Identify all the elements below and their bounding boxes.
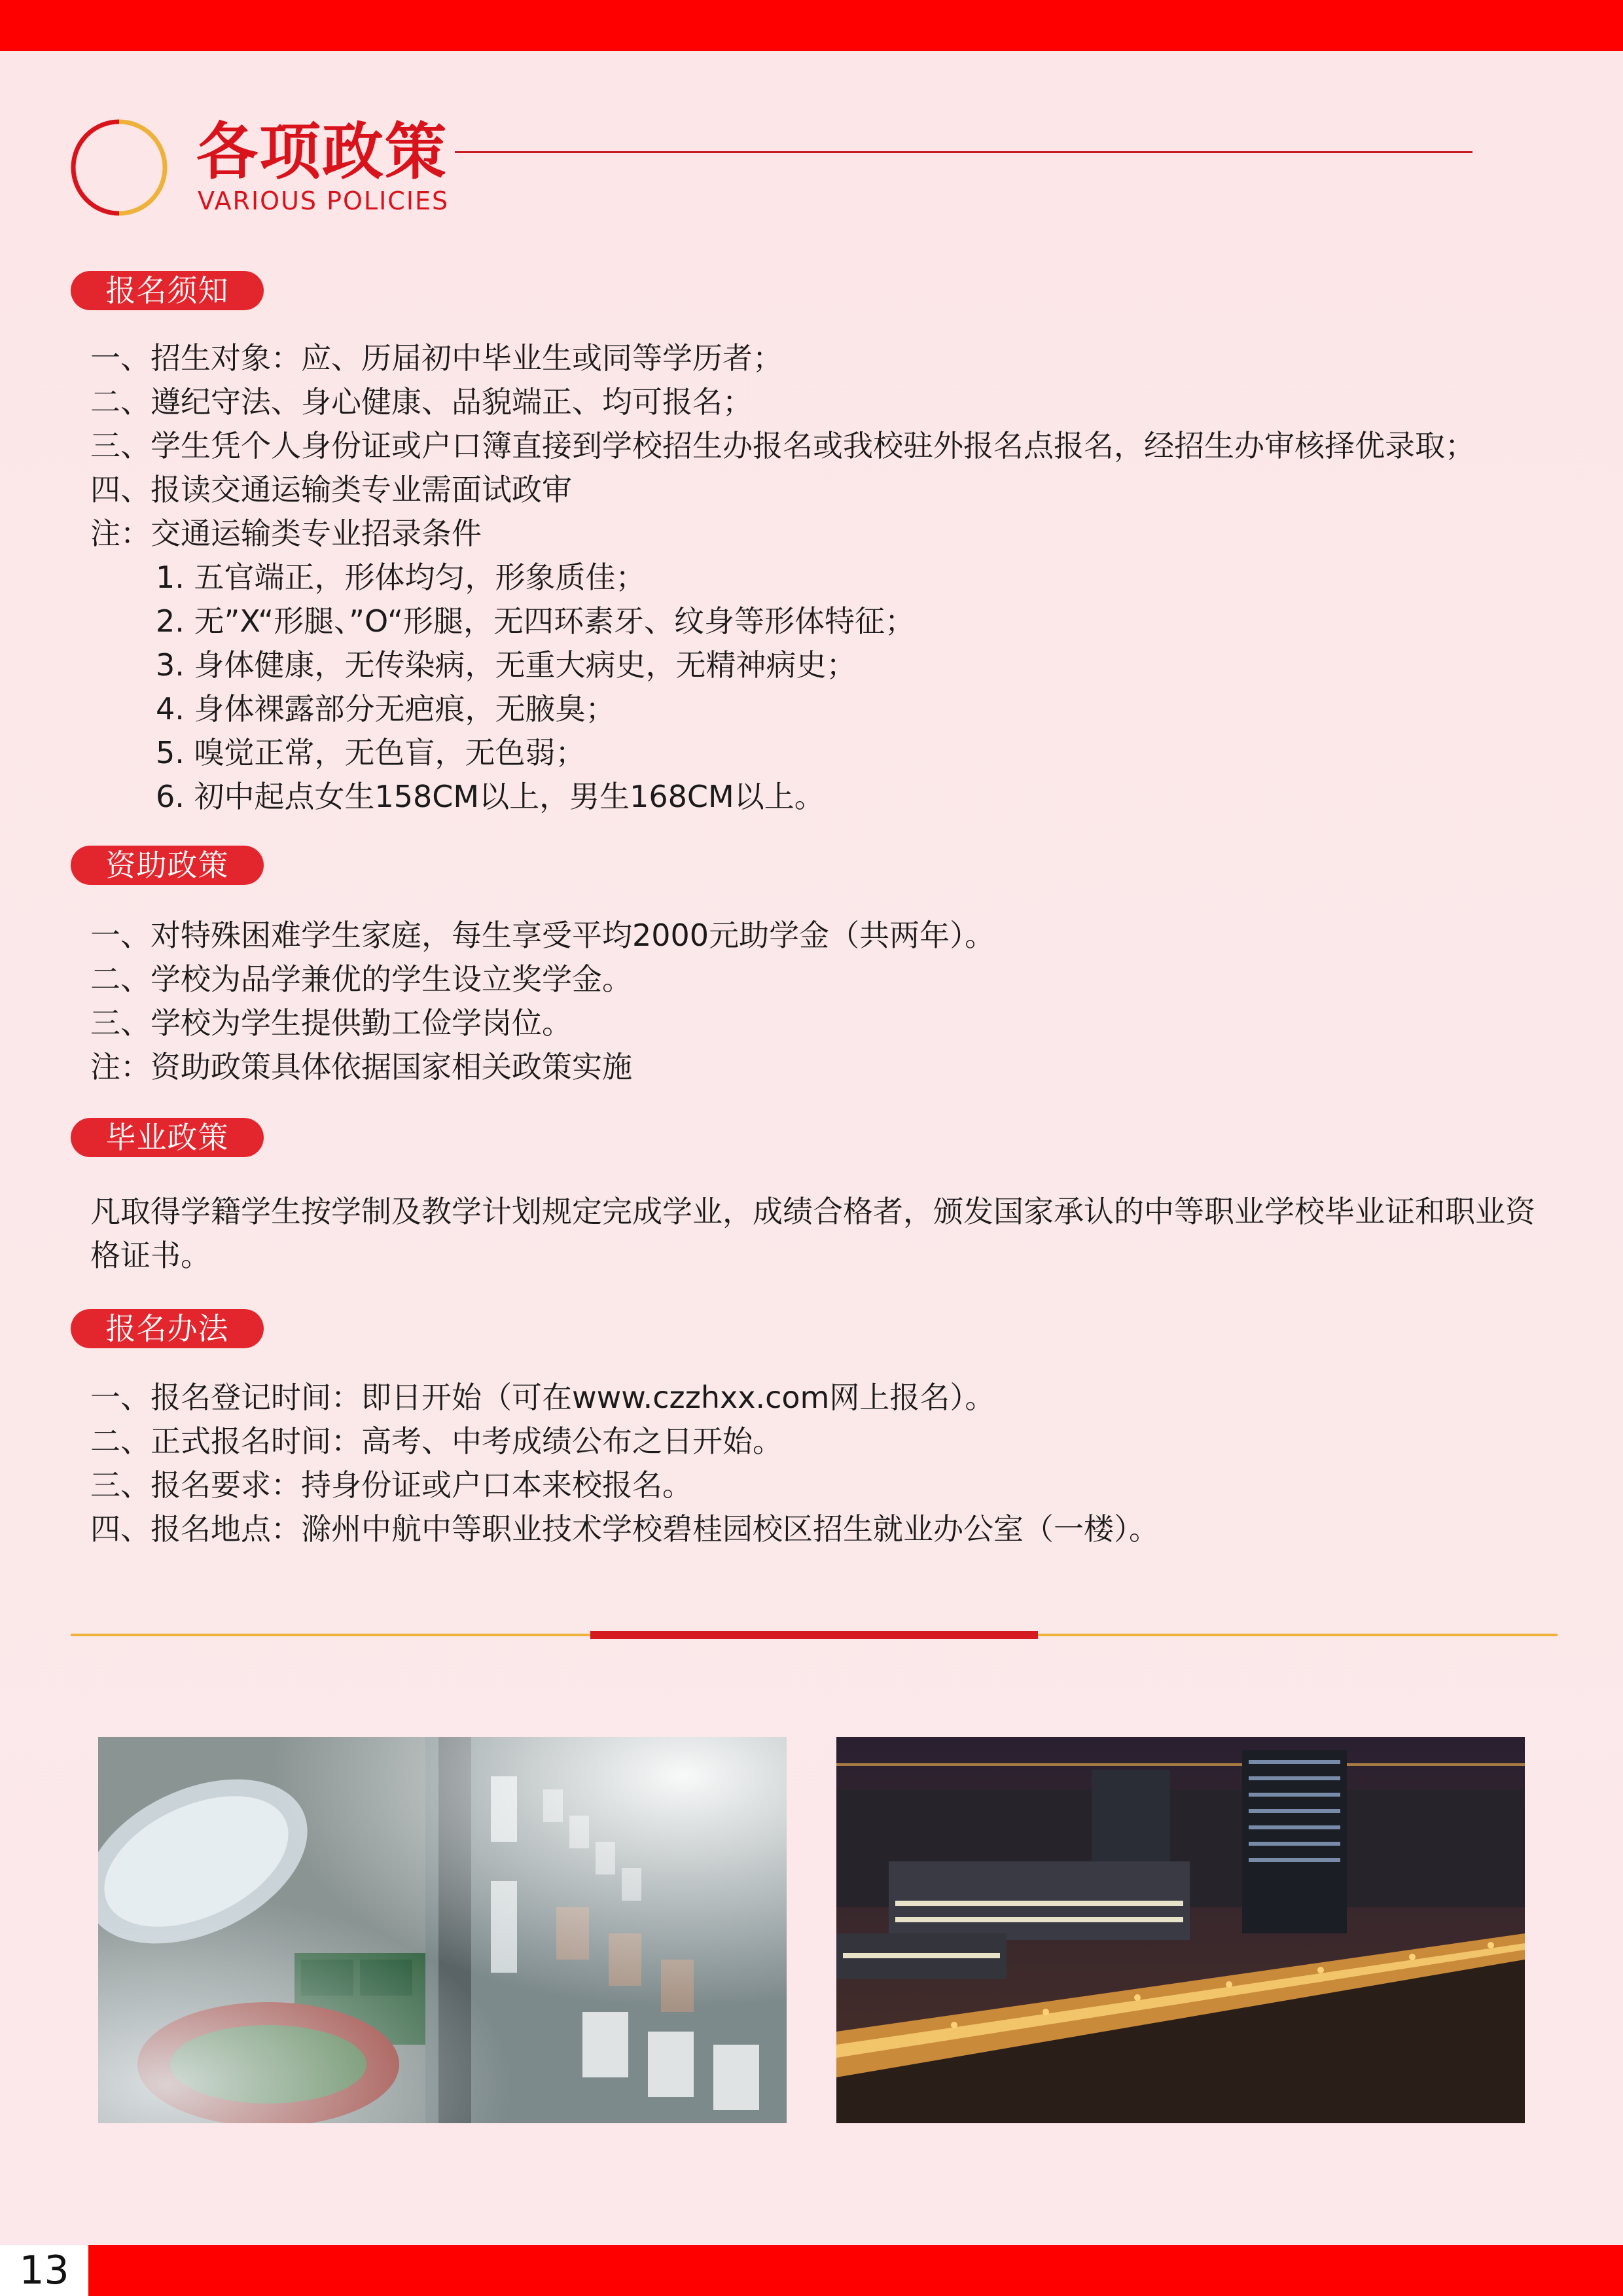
list-item: 三、学生凭个人身份证或户口簿直接到学校招生办报名或我校驻外报名点报名，经招生办审核择优录取； [90,428,1475,463]
list-item: 四、报名地点：滁州中航中等职业技术学校碧桂园校区招生就业办公室（一楼）。 [90,1511,1159,1547]
condition-item: 4. 身体裸露部分无疤痕，无腋臭； [156,691,616,726]
page-number: 13 [0,2245,88,2296]
campus-night-photo [836,1737,1525,2123]
list-item: 一、招生对象：应、历届初中毕业生或同等学历者； [90,340,783,376]
list-item: 一、对特殊困难学生家庭，每生享受平均2000元助学金（共两年）。 [90,918,995,953]
condition-item: 5. 嗅觉正常，无色盲，无色弱； [156,735,586,770]
graduation-text: 凡取得学籍学生按学制及教学计划规定完成学业，成绩合格者，颁发国家承认的中等职业学校毕业证和职业资格证书。 [90,1194,1535,1273]
list-item: 注：交通运输类专业招录条件 [90,516,482,551]
list-item: 二、正式报名时间：高考、中考成绩公布之日开始。 [90,1424,783,1459]
condition-item: 3. 身体健康，无传染病，无重大病史，无精神病史； [156,647,857,683]
condition-item: 1. 五官端正，形体均匀，形象质佳； [156,560,646,595]
financial-aid-list [90,914,1596,1089]
list-item: 四、报读交通运输类专业需面试政审 [90,472,572,507]
section-tag-financial-aid: 资助政策 [71,846,264,885]
list-item: 三、学校为学生提供勤工俭学岗位。 [90,1005,572,1041]
title-rule [455,151,1472,153]
registration-method-list [90,1376,1596,1551]
condition-item: 6. 初中起点女生158CM以上，男生168CM以上。 [156,779,825,814]
section-tag-graduation: 毕业政策 [71,1118,264,1157]
registration-notes-list [90,336,1596,819]
section-tag-registration-notes: 报名须知 [71,271,264,310]
top-red-bar [0,0,1623,51]
title-ring-icon [69,118,169,217]
list-item: 一、报名登记时间：即日开始（可在www.czzhxx.com网上报名）。 [90,1380,995,1415]
campus-aerial-photo [98,1737,787,2123]
bottom-red-bar [88,2245,1623,2296]
page-title: 各项政策 [196,117,448,188]
divider-red-accent [590,1631,1038,1639]
list-item: 注：资助政策具体依据国家相关政策实施 [90,1049,632,1085]
condition-item: 2. 无”X“形腿、”O“形腿，无四环素牙、纹身等形体特征； [156,603,915,639]
list-item: 二、学校为品学兼优的学生设立奖学金。 [90,961,632,997]
list-item: 三、报名要求：持身份证或户口本来校报名。 [90,1467,692,1503]
list-item: 二、遵纪守法、身心健康、品貌端正、均可报名； [90,384,753,420]
page-subtitle: VARIOUS POLICIES [198,187,450,215]
section-tag-registration-method: 报名办法 [71,1309,264,1348]
